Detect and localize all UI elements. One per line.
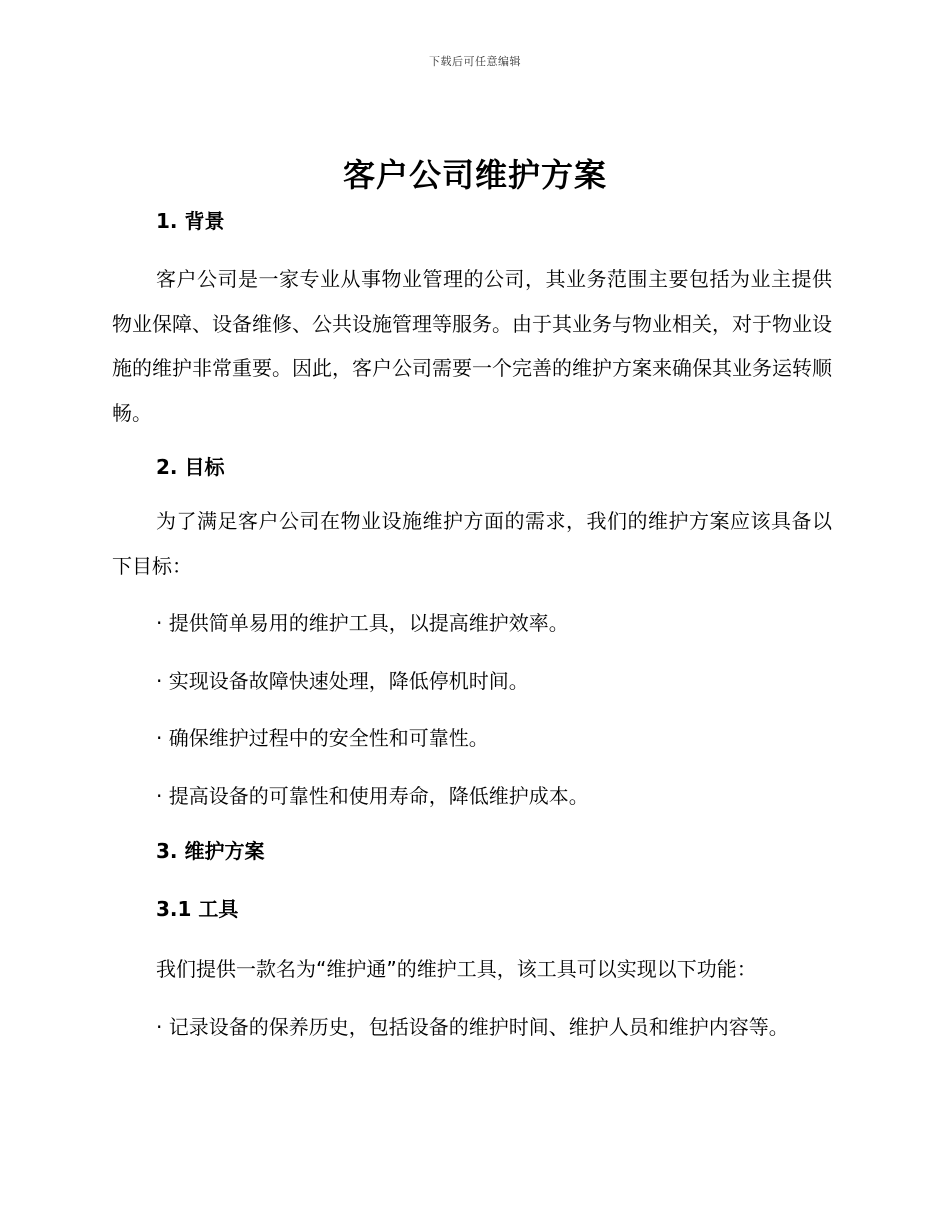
- section-goals: [112, 449, 832, 818]
- subsection-heading-tools: 3.1 工具: [156, 897, 239, 921]
- paragraph-goals: 为了满足客户公司在物业设施维护方面的需求，我们的维护方案应该具备以下目标：: [112, 509, 832, 578]
- list-item: · 实现设备故障快速处理，降低停机时间。: [156, 668, 529, 693]
- paragraph-background: 客户公司是一家专业从事物业管理的公司，其业务范围主要包括为业主提供物业保障、设备维修、公共设施管理等服务。由于其业务与物业相关，对于物业设施的维护非常重要。因此，客户公司需要一个完善的维护方案来确保其业务运转顺畅。: [112, 267, 832, 425]
- list-item: · 提高设备的可靠性和使用寿命，降低维护成本。: [156, 783, 589, 808]
- section-background: [112, 203, 832, 435]
- header-note: 下载后可任意编辑: [429, 55, 521, 68]
- section-heading-background: 1. 背景: [156, 209, 225, 233]
- list-item: · 提供简单易用的维护工具，以提高维护效率。: [156, 611, 569, 635]
- document-title: 客户公司维护方案: [342, 156, 607, 194]
- section-heading-goals: 2. 目标: [156, 455, 225, 479]
- document-body: [112, 203, 832, 1049]
- list-item: · 记录设备的保养历史，包括设备的维护时间、维护人员和维护内容等。: [156, 1014, 789, 1039]
- section-plan: [112, 833, 832, 1049]
- list-item: · 确保维护过程中的安全性和可靠性。: [156, 726, 489, 750]
- paragraph-tools: 我们提供一款名为“维护通”的维护工具，该工具可以实现以下功能：: [156, 957, 757, 981]
- section-heading-plan: 3. 维护方案: [156, 839, 265, 863]
